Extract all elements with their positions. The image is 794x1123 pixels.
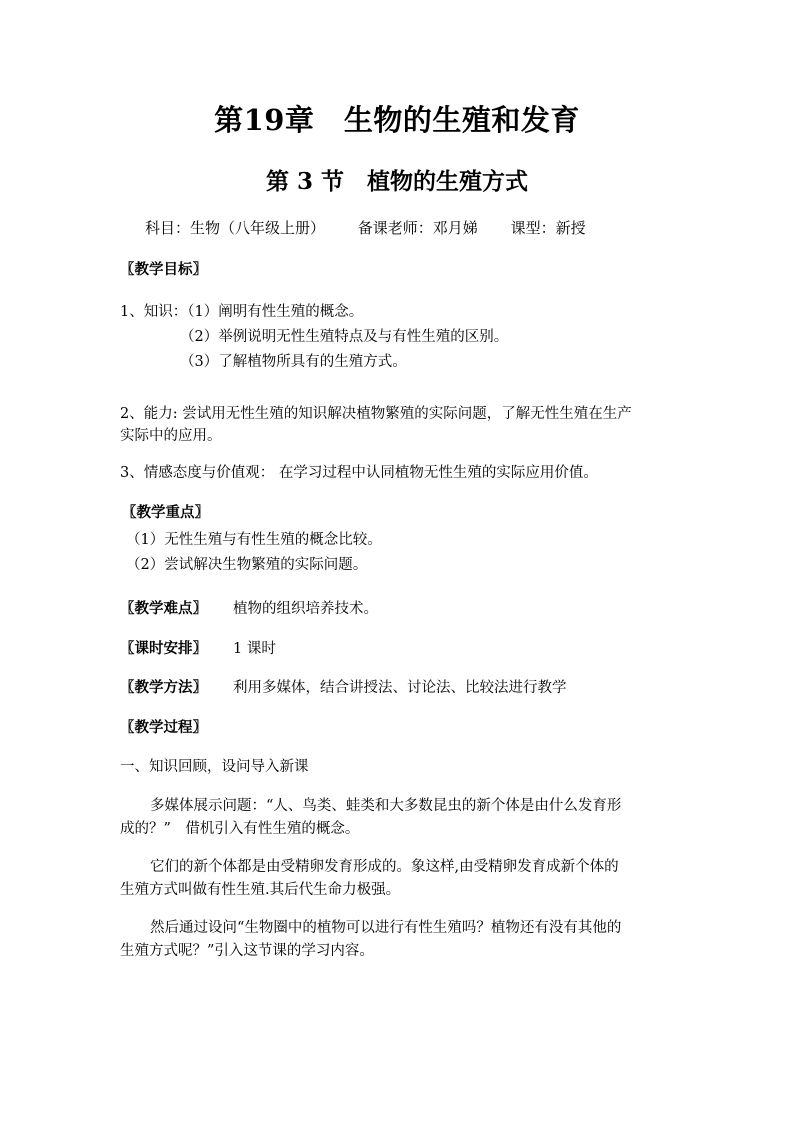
- process-heading: 〖教学过程〗: [120, 719, 207, 736]
- difficulty-row: [120, 597, 378, 618]
- difficulty-text: 植物的组织培养技术。: [233, 601, 378, 617]
- section-title: 第 3 节 植物的生殖方式: [265, 168, 529, 195]
- meta-subject: 科目：生物（八年级上册）: [145, 219, 326, 237]
- methods-row: [120, 676, 567, 697]
- schedule-text: 1 课时: [233, 641, 276, 657]
- methods-text: 利用多媒体，结合讲授法、讨论法、比较法进行教学: [233, 680, 567, 696]
- paragraph-3-line1: 然后通过设问“生物圈中的植物可以进行有性生殖吗？植物还有没有其他的: [150, 920, 622, 936]
- meta-teacher: 备课老师：邓月娣: [357, 219, 478, 237]
- paragraph-1-line1: 多媒体展示问题：“人、鸟类、蛙类和大多数昆虫的新个体是由什么发育形: [150, 798, 622, 814]
- methods-heading: 〖教学方法〗: [120, 679, 207, 696]
- key-point-2: （2）尝试解决生物繁殖的实际问题。: [126, 557, 368, 573]
- meta-type: 课型：新授: [510, 219, 586, 237]
- schedule-heading: 〖课时安排〗: [120, 640, 207, 657]
- objective-ability-line2: 实际中的应用。: [120, 428, 222, 444]
- difficulty-heading: 〖教学难点〗: [120, 600, 207, 617]
- paragraph-2-line1: 它们的新个体都是由受精卵发育形成的。象这样,由受精卵发育成新个体的: [150, 859, 619, 875]
- process-section-1: 一、知识回顾，设问导入新课: [120, 759, 309, 775]
- objective-knowledge-3: （3）了解植物所具有的生殖方式。: [180, 354, 407, 370]
- objectives-heading: 〖教学目标〗: [120, 261, 207, 278]
- paragraph-2-line2: 生殖方式叫做有性生殖.其后代生命力极强。: [120, 882, 401, 898]
- objective-knowledge-1: 1、知识：（1）阐明有性生殖的概念。: [120, 304, 364, 320]
- objective-knowledge-2: （2）举例说明无性生殖特点及与有性生殖的区别。: [180, 329, 509, 345]
- lesson-meta: [145, 217, 614, 238]
- schedule-row: [120, 637, 276, 658]
- objective-emotion: 3、情感态度与价值观： 在学习过程中认同植物无性生殖的实际应用价值。: [120, 465, 598, 481]
- key-points-heading: 〖教学重点〗: [122, 504, 209, 521]
- chapter-title: 第19章 生物的生殖和发育: [214, 103, 580, 137]
- paragraph-3-line2: 生殖方式呢？”引入这节课的学习内容。: [120, 943, 374, 959]
- key-point-1: （1）无性生殖与有性生殖的概念比较。: [126, 532, 382, 548]
- objective-ability-line1: 2、能力: 尝试用无性生殖的知识解决植物繁殖的实际问题，了解无性生殖在生产: [120, 406, 632, 422]
- paragraph-1-line2: 成的？” 借机引入有性生殖的概念。: [120, 821, 360, 837]
